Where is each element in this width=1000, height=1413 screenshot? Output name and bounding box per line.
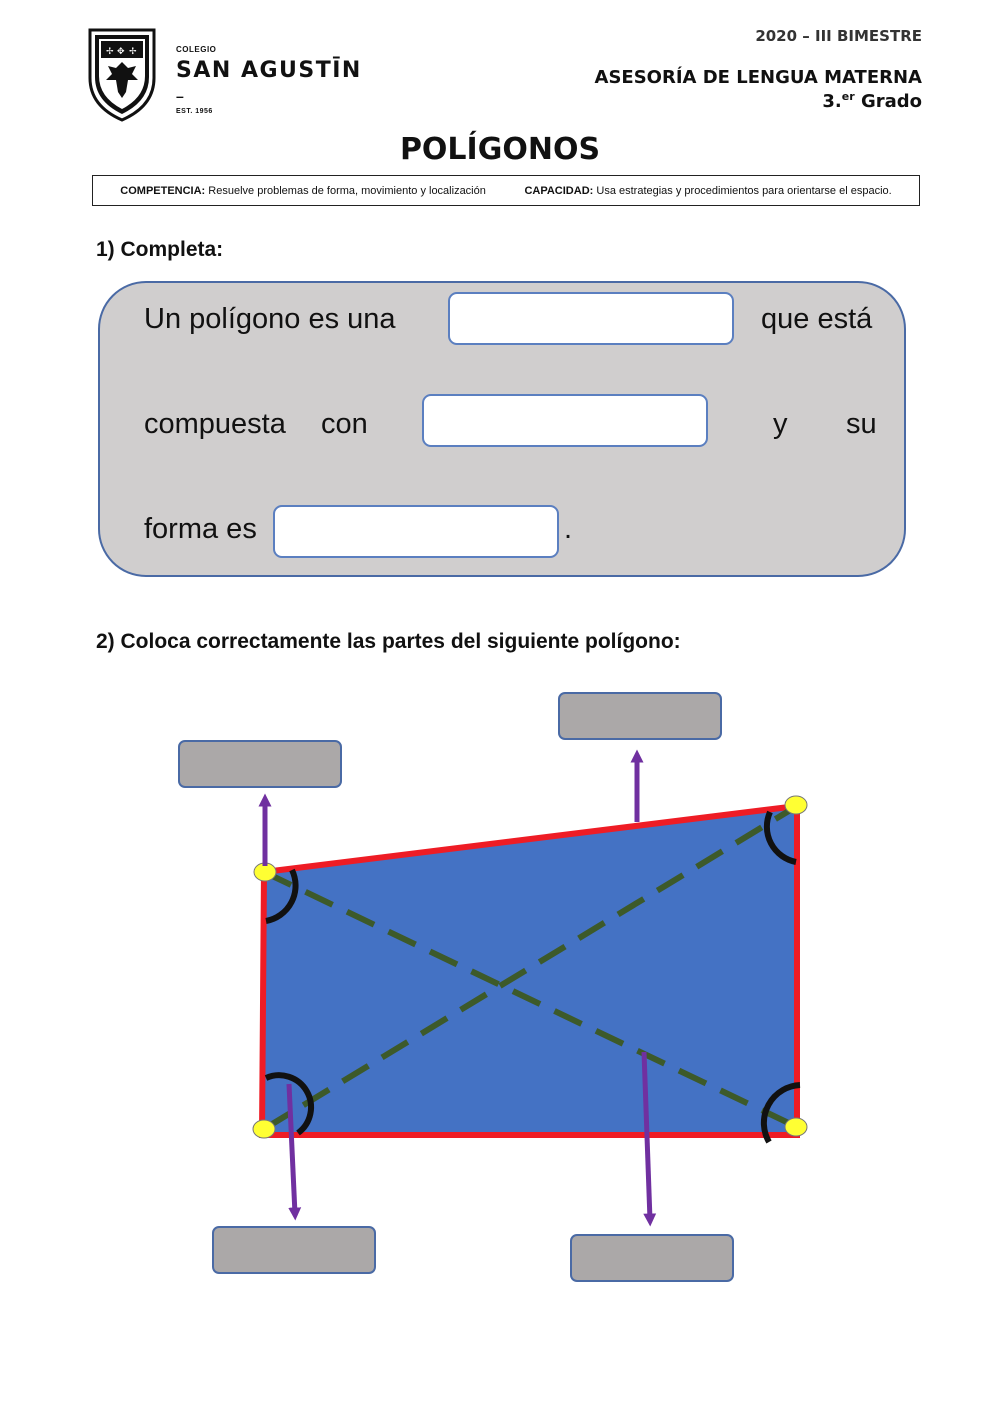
capacidad-value: Usa estrategias y procedimientos para orientarse el espacio. — [596, 184, 892, 197]
label-box-4[interactable] — [570, 1234, 734, 1282]
course-title: ASESORÍA DE LENGUA MATERNA — [594, 67, 922, 88]
sentence-part-1: Un polígono es una — [144, 303, 396, 335]
question-1-title: 1) Completa: — [96, 238, 224, 261]
capacidad-label: CAPACIDAD: — [524, 184, 594, 197]
competencia-text — [120, 185, 486, 197]
grade-suffix: er — [841, 90, 855, 103]
grade-number: 3. — [822, 91, 842, 112]
school-established: EST. 1956 — [176, 108, 213, 115]
sentence-period: . — [564, 513, 573, 545]
arrow-to-label-3 — [289, 1084, 295, 1214]
diagonal-line-2 — [264, 806, 797, 1129]
arrow-to-label-4 — [644, 1052, 650, 1220]
blank-input-3[interactable] — [273, 505, 559, 558]
label-box-2[interactable] — [558, 692, 722, 740]
svg-text:✢: ✢ — [129, 47, 137, 57]
svg-text:✥: ✥ — [117, 47, 125, 57]
vertex-point-bottom-right — [785, 1118, 807, 1136]
angle-arc-top-right — [767, 812, 796, 862]
bimestre-label: 2020 – III BIMESTRE — [755, 27, 922, 45]
capacidad-text — [524, 185, 891, 197]
angle-arc-top-left — [266, 870, 296, 921]
label-box-1[interactable] — [178, 740, 342, 788]
blank-input-2[interactable] — [422, 394, 708, 447]
vertex-point-bottom-left — [253, 1120, 275, 1138]
competencia-label: COMPETENCIA: — [120, 184, 206, 197]
blank-input-1[interactable] — [448, 292, 734, 345]
question-2-title: 2) Coloca correctamente las partes del siguiente polígono: — [96, 630, 681, 653]
school-name: SAN AGUSTĪN — [176, 58, 362, 83]
sentence-part-7: forma es — [144, 513, 257, 545]
sentence-part-3: compuesta — [144, 408, 286, 440]
sentence-part-4: con — [321, 408, 368, 440]
angle-arc-bottom-left — [266, 1075, 311, 1133]
school-label-small: COLEGIO — [176, 45, 217, 54]
page-title: POLÍGONOS — [399, 132, 601, 167]
grade-word: Grado — [860, 91, 922, 112]
svg-text:✢: ✢ — [106, 47, 114, 57]
angle-arc-bottom-right — [764, 1085, 800, 1142]
sentence-part-6: su — [846, 408, 877, 440]
diagonal-line-1 — [264, 872, 797, 1127]
sentence-part-5: y — [773, 408, 788, 440]
polygon-shape — [262, 806, 797, 1135]
vertex-point-top-left — [254, 863, 276, 881]
competencia-value: Resuelve problemas de forma, movimiento y localización — [208, 184, 486, 197]
school-dash: – — [176, 88, 184, 104]
grade-label — [822, 90, 922, 112]
sentence-part-2: que está — [761, 303, 873, 335]
label-box-3[interactable] — [212, 1226, 376, 1274]
competencia-box — [92, 175, 920, 206]
school-crest-logo — [86, 26, 158, 122]
vertex-point-top-right — [785, 796, 807, 814]
